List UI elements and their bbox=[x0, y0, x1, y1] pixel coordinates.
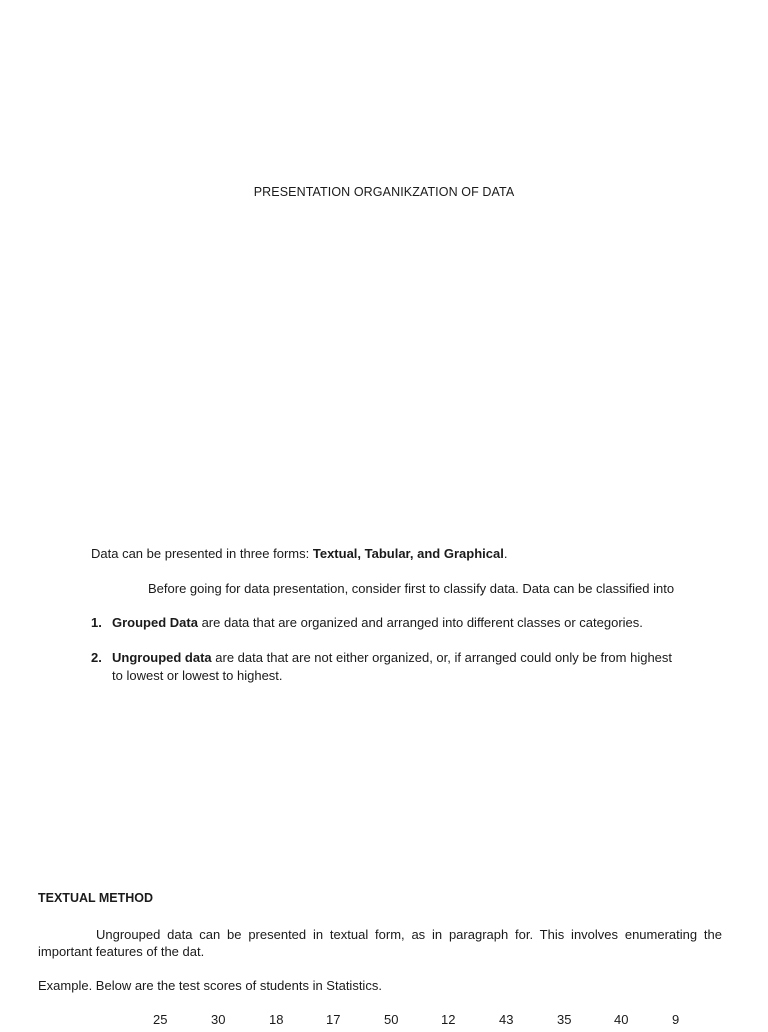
intro-suffix: . bbox=[503, 546, 508, 561]
intro-line bbox=[91, 546, 507, 561]
list-item-2-number: 2. bbox=[91, 650, 102, 665]
score-value: 30 bbox=[211, 1012, 226, 1027]
intro-forms: Textual, Tabular, and Graphical bbox=[312, 546, 504, 561]
textual-paragraph: Ungrouped data can be presented in textual form, as in paragraph for. This involves enumerating the important features of the dat. bbox=[38, 927, 722, 959]
page-title: PRESENTATION ORGANIKZATION OF DATA bbox=[253, 185, 515, 199]
classify-line: Before going for data presentation, consider first to classify data. Data can be classified into bbox=[148, 581, 675, 596]
example-line: Example. Below are the test scores of students in Statistics. bbox=[38, 978, 382, 993]
score-value: 17 bbox=[326, 1012, 341, 1027]
score-value: 18 bbox=[269, 1012, 284, 1027]
score-value: 43 bbox=[499, 1012, 514, 1027]
list-item-1 bbox=[112, 614, 692, 632]
list-item-2-text: are data that are not either organized, or, if arranged could only be from highest to lowest or lowest to highest. bbox=[112, 650, 673, 683]
list-item-2 bbox=[112, 649, 684, 685]
score-value: 12 bbox=[441, 1012, 456, 1027]
list-item-1-number: 1. bbox=[91, 615, 102, 630]
list-item-1-text: are data that are organized and arranged into different classes or categories. bbox=[197, 615, 643, 630]
intro-prefix: Data can be presented in three forms: bbox=[91, 546, 313, 561]
scores-row bbox=[0, 1012, 768, 1032]
section-heading: TEXTUAL METHOD bbox=[38, 891, 154, 905]
list-item-1-term: Grouped Data bbox=[112, 615, 198, 630]
score-value: 50 bbox=[384, 1012, 399, 1027]
score-value: 40 bbox=[614, 1012, 629, 1027]
list-item-2-term: Ungrouped data bbox=[112, 650, 212, 665]
score-value: 25 bbox=[153, 1012, 168, 1027]
score-value: 9 bbox=[672, 1012, 680, 1027]
score-value: 35 bbox=[557, 1012, 572, 1027]
